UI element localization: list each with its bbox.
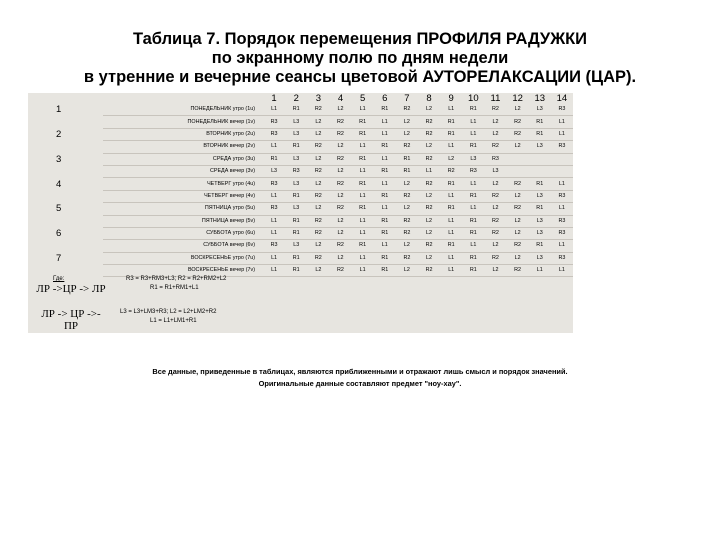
position-cell: R1	[352, 128, 374, 140]
position-cell: R2	[396, 252, 418, 264]
position-cell: L1	[352, 265, 374, 277]
position-cell: L2	[484, 265, 506, 277]
position-cell: L2	[307, 116, 329, 128]
position-cell: L1	[263, 141, 285, 153]
position-cell: L1	[551, 128, 573, 140]
position-cell: L2	[418, 227, 440, 239]
position-cell: R1	[462, 252, 484, 264]
position-cell: R2	[307, 215, 329, 227]
position-cell: R2	[396, 215, 418, 227]
position-cell: L1	[352, 227, 374, 239]
position-cell: R2	[329, 178, 351, 190]
position-cell: L1	[440, 227, 462, 239]
footnote-line-2: Оригинальные данные составляют предмет "ноу-хау".	[258, 379, 462, 388]
position-cell: R2	[418, 153, 440, 165]
day-number: 2	[56, 128, 62, 140]
day-number-spacer	[28, 165, 103, 177]
position-cell: R1	[440, 240, 462, 252]
position-cell: L2	[396, 178, 418, 190]
position-cell: L3	[285, 153, 307, 165]
position-cell: L2	[329, 104, 351, 116]
day-number-spacer	[28, 190, 103, 202]
position-cell: L2	[507, 104, 529, 116]
position-cell: R1	[374, 227, 396, 239]
session-label: ПЯТНИЦА вечер (5v)	[103, 215, 263, 227]
column-header: 11	[490, 93, 501, 104]
position-cell: R3	[551, 190, 573, 202]
position-cell: R1	[440, 203, 462, 215]
legend-formula-4: L1 = L1+LM1+R1	[150, 318, 197, 324]
position-cell: R2	[418, 203, 440, 215]
position-cell: L1	[440, 104, 462, 116]
legend-formula-2: R1 = R1+RM1+L1	[150, 285, 199, 291]
position-cell: R3	[263, 240, 285, 252]
position-cell: L1	[440, 190, 462, 202]
position-cell: R1	[396, 165, 418, 177]
position-cell: L1	[352, 141, 374, 153]
position-cell: R2	[507, 203, 529, 215]
legend-formula-3: L3 = L3+LM3+R3; L2 = L2+LM2+R2	[120, 309, 217, 315]
position-cell: R1	[529, 203, 551, 215]
table-row	[28, 215, 573, 227]
position-cell: R2	[484, 215, 506, 227]
position-cell: R2	[418, 116, 440, 128]
position-cell: L1	[263, 104, 285, 116]
position-cell: R1	[285, 190, 307, 202]
position-cell: R2	[329, 265, 351, 277]
table-row	[28, 141, 573, 153]
legend-lr-cr-lr: ЛР ->ЦР -> ЛР	[36, 283, 106, 295]
table-row	[28, 252, 573, 264]
position-cell: R2	[396, 104, 418, 116]
position-cell: L2	[507, 141, 529, 153]
position-cell: L1	[263, 265, 285, 277]
position-cell: L1	[263, 215, 285, 227]
position-cell: R1	[352, 203, 374, 215]
position-cell: L1	[440, 265, 462, 277]
position-cell: L2	[329, 190, 351, 202]
position-cell: R1	[462, 215, 484, 227]
column-header: 1	[271, 93, 277, 104]
position-cell: R3	[551, 104, 573, 116]
table-row	[28, 165, 573, 177]
day-number-spacer	[28, 215, 103, 227]
position-cell: R1	[374, 190, 396, 202]
position-cell	[529, 153, 551, 165]
position-cell: L1	[263, 252, 285, 264]
position-cell: L2	[484, 203, 506, 215]
session-label: ПОНЕДЕЛЬНИК вечер (1v)	[103, 116, 263, 128]
day-number-spacer	[28, 240, 103, 252]
position-cell: R1	[462, 190, 484, 202]
position-cell: L2	[307, 178, 329, 190]
position-cell: R3	[484, 153, 506, 165]
position-cell: L2	[396, 128, 418, 140]
position-cell	[551, 153, 573, 165]
position-cell: L1	[551, 265, 573, 277]
position-cell: R1	[285, 104, 307, 116]
column-header: 5	[359, 93, 366, 104]
schedule-table	[28, 93, 573, 277]
position-cell: R2	[396, 190, 418, 202]
position-cell: R1	[352, 116, 374, 128]
position-cell: R1	[529, 178, 551, 190]
position-cell: R3	[551, 227, 573, 239]
position-cell: R2	[484, 141, 506, 153]
position-cell: R2	[329, 116, 351, 128]
table-row	[28, 190, 573, 202]
position-cell: L2	[484, 240, 506, 252]
position-cell: L3	[529, 252, 551, 264]
position-cell: L3	[529, 104, 551, 116]
position-cell: L3	[529, 190, 551, 202]
position-cell: L2	[484, 128, 506, 140]
position-cell: R1	[374, 265, 396, 277]
position-cell: L2	[396, 265, 418, 277]
position-cell: L1	[551, 203, 573, 215]
column-header: 6	[382, 93, 388, 104]
position-cell: L3	[529, 141, 551, 153]
position-cell: R3	[263, 116, 285, 128]
position-cell	[507, 153, 529, 165]
day-number: 3	[56, 153, 62, 165]
position-cell: L2	[329, 141, 351, 153]
position-cell: R2	[307, 165, 329, 177]
position-cell: L1	[440, 215, 462, 227]
position-cell: L3	[263, 165, 285, 177]
session-label: ЧЕТВЕРГ вечер (4v)	[103, 190, 263, 202]
position-cell: L1	[551, 240, 573, 252]
table-row	[28, 203, 573, 215]
day-number-spacer	[28, 116, 103, 128]
position-cell: R2	[307, 190, 329, 202]
position-cell: R1	[285, 215, 307, 227]
position-cell: R2	[507, 240, 529, 252]
position-cell: L1	[374, 203, 396, 215]
position-cell: L2	[507, 215, 529, 227]
table-row	[28, 104, 573, 116]
position-cell: L1	[352, 252, 374, 264]
session-label: ВТОРНИК вечер (2v)	[103, 141, 263, 153]
position-cell: L3	[285, 178, 307, 190]
position-cell: R1	[440, 178, 462, 190]
position-cell: R2	[418, 240, 440, 252]
session-label: ВТОРНИК утро (2u)	[103, 128, 263, 140]
position-cell: R3	[551, 215, 573, 227]
position-cell: L1	[440, 141, 462, 153]
position-cell: R2	[329, 203, 351, 215]
column-header: 9	[448, 93, 454, 104]
position-cell: L1	[418, 165, 440, 177]
position-cell: R1	[440, 128, 462, 140]
position-cell: R3	[462, 165, 484, 177]
position-cell: R1	[374, 165, 396, 177]
position-cell: L1	[263, 227, 285, 239]
session-label: ПЯТНИЦА утро (5u)	[103, 203, 263, 215]
position-cell: R1	[263, 153, 285, 165]
position-cell: L2	[418, 190, 440, 202]
column-header: 14	[556, 93, 568, 104]
position-cell: R2	[507, 178, 529, 190]
position-cell: R2	[484, 190, 506, 202]
day-number: 4	[56, 178, 62, 190]
position-cell: L2	[418, 252, 440, 264]
position-cell: L1	[551, 116, 573, 128]
position-cell: R1	[529, 128, 551, 140]
page-title	[0, 30, 720, 87]
position-cell: L2	[507, 227, 529, 239]
position-cell: R3	[263, 128, 285, 140]
position-cell: L1	[462, 116, 484, 128]
position-cell: L1	[352, 215, 374, 227]
position-cell: L3	[285, 128, 307, 140]
column-header: 3	[315, 93, 321, 104]
column-header: 10	[468, 93, 479, 104]
position-cell: R1	[352, 178, 374, 190]
position-cell: L1	[462, 240, 484, 252]
position-cell: R2	[418, 178, 440, 190]
table-row	[28, 116, 573, 128]
position-cell: R3	[285, 165, 307, 177]
position-cell: L2	[307, 128, 329, 140]
legend-where-label: Где:	[53, 276, 65, 282]
day-number: 6	[56, 228, 62, 240]
session-label: ВОСКРЕСЕНЬЕ утро (7u)	[103, 252, 263, 264]
position-cell: R2	[418, 265, 440, 277]
position-cell: R1	[352, 153, 374, 165]
position-cell: L2	[484, 178, 506, 190]
position-cell: L2	[507, 190, 529, 202]
table-row	[28, 153, 573, 165]
position-cell: R1	[529, 240, 551, 252]
day-number: 5	[56, 203, 62, 215]
position-cell: L1	[352, 190, 374, 202]
position-cell: R1	[462, 265, 484, 277]
column-header: 7	[404, 93, 410, 104]
column-header: 12	[512, 93, 523, 104]
position-cell	[551, 165, 573, 177]
column-header: 4	[337, 93, 344, 104]
column-header: 8	[426, 93, 432, 104]
legend	[28, 276, 573, 333]
position-cell: R1	[285, 141, 307, 153]
position-cell: L1	[529, 265, 551, 277]
position-cell: R2	[440, 165, 462, 177]
position-cell: R2	[396, 141, 418, 153]
position-cell: L3	[529, 215, 551, 227]
position-cell: L1	[374, 240, 396, 252]
position-cell: R1	[374, 104, 396, 116]
position-cell: R3	[263, 178, 285, 190]
session-label: СРЕДА вечер (3v)	[103, 165, 263, 177]
position-cell: L1	[462, 178, 484, 190]
position-cell: R2	[329, 128, 351, 140]
position-cell: R1	[374, 252, 396, 264]
title-line-1: Таблица 7. Порядок перемещения ПРОФИЛЯ РАДУЖКИ	[132, 30, 588, 48]
table-row	[28, 227, 573, 239]
position-cell: L2	[329, 252, 351, 264]
position-cell: R1	[462, 141, 484, 153]
position-cell: R1	[529, 116, 551, 128]
footnote	[0, 366, 720, 390]
position-cell: R3	[551, 252, 573, 264]
session-label: ПОНЕДЕЛЬНИК утро (1u)	[103, 104, 263, 116]
position-cell: L2	[418, 215, 440, 227]
position-cell: R2	[307, 104, 329, 116]
position-cell: L2	[396, 116, 418, 128]
position-cell: L2	[307, 203, 329, 215]
position-cell: R2	[484, 227, 506, 239]
session-label: СУББОТА вечер (6v)	[103, 240, 263, 252]
position-cell: R1	[374, 141, 396, 153]
position-cell: R2	[507, 128, 529, 140]
position-cell: L1	[551, 178, 573, 190]
position-cell: L2	[307, 153, 329, 165]
position-cell: R1	[462, 104, 484, 116]
table-row	[28, 128, 573, 140]
position-cell: R2	[484, 104, 506, 116]
session-label: СУББОТА утро (6u)	[103, 227, 263, 239]
position-cell: L1	[374, 116, 396, 128]
title-line-3: в утренние и вечерние сеансы цветовой АУТОРЕЛАКСАЦИИ (ЦАР).	[83, 68, 637, 86]
position-cell: L3	[529, 227, 551, 239]
position-cell: L2	[440, 153, 462, 165]
position-cell: R2	[507, 265, 529, 277]
day-number: 7	[56, 252, 62, 264]
position-cell: R1	[285, 252, 307, 264]
position-cell: R1	[374, 215, 396, 227]
position-cell: L3	[285, 203, 307, 215]
column-header: 13	[534, 93, 546, 104]
position-cell: L3	[484, 165, 506, 177]
position-cell: L2	[307, 240, 329, 252]
position-cell: R3	[263, 203, 285, 215]
position-cell: L1	[374, 153, 396, 165]
position-cell: L2	[396, 203, 418, 215]
position-cell: R2	[307, 141, 329, 153]
position-cell: L2	[329, 215, 351, 227]
position-cell: R1	[285, 227, 307, 239]
session-label: ЧЕТВЕРГ утро (4u)	[103, 178, 263, 190]
position-cell: R2	[307, 252, 329, 264]
position-cell: L1	[352, 104, 374, 116]
position-cell: L2	[507, 252, 529, 264]
column-header: 2	[293, 93, 299, 104]
position-cell: L2	[484, 116, 506, 128]
position-cell: L2	[396, 240, 418, 252]
position-cell	[529, 165, 551, 177]
position-cell: L3	[462, 153, 484, 165]
position-cell: L1	[374, 178, 396, 190]
position-cell: L2	[307, 265, 329, 277]
column-header-row	[28, 93, 573, 104]
position-cell: R2	[329, 240, 351, 252]
position-cell: R3	[551, 141, 573, 153]
position-cell: L1	[440, 252, 462, 264]
position-cell: L2	[418, 104, 440, 116]
position-cell: R2	[507, 116, 529, 128]
legend-formula-1: R3 = R3+RM3+L3; R2 = R2+RM2+L2	[126, 276, 227, 282]
position-cell: R2	[329, 153, 351, 165]
table-row	[28, 178, 573, 190]
position-cell: L1	[374, 128, 396, 140]
position-cell: L3	[285, 116, 307, 128]
title-line-2: по экранному полю по дням недели	[211, 49, 509, 67]
position-cell: L1	[462, 128, 484, 140]
position-cell: R1	[396, 153, 418, 165]
position-cell: L3	[285, 240, 307, 252]
position-cell: L2	[329, 165, 351, 177]
position-cell: L1	[352, 165, 374, 177]
footnote-line-1: Все данные, приведенные в таблицах, являются приближенными и отражают лишь смысл и порядок значений.	[152, 367, 568, 376]
session-label: ВОСКРЕСЕНЬЕ вечер (7v)	[103, 265, 263, 277]
day-number-spacer	[28, 141, 103, 153]
table-row	[28, 240, 573, 252]
session-label: СРЕДА утро (3u)	[103, 153, 263, 165]
position-cell: R1	[352, 240, 374, 252]
position-cell: R2	[307, 227, 329, 239]
position-cell: R1	[285, 265, 307, 277]
position-cell: L1	[462, 203, 484, 215]
position-cell: R1	[462, 227, 484, 239]
position-cell: L2	[418, 141, 440, 153]
position-cell: R2	[484, 252, 506, 264]
day-number: 1	[56, 104, 62, 116]
position-cell: R1	[440, 116, 462, 128]
position-cell: L2	[329, 227, 351, 239]
position-cell: L1	[263, 190, 285, 202]
position-cell: R2	[396, 227, 418, 239]
position-cell	[507, 165, 529, 177]
legend-lr-cr-pr: ЛР -> ЦР ->- ПР	[41, 308, 101, 332]
position-cell: R2	[418, 128, 440, 140]
